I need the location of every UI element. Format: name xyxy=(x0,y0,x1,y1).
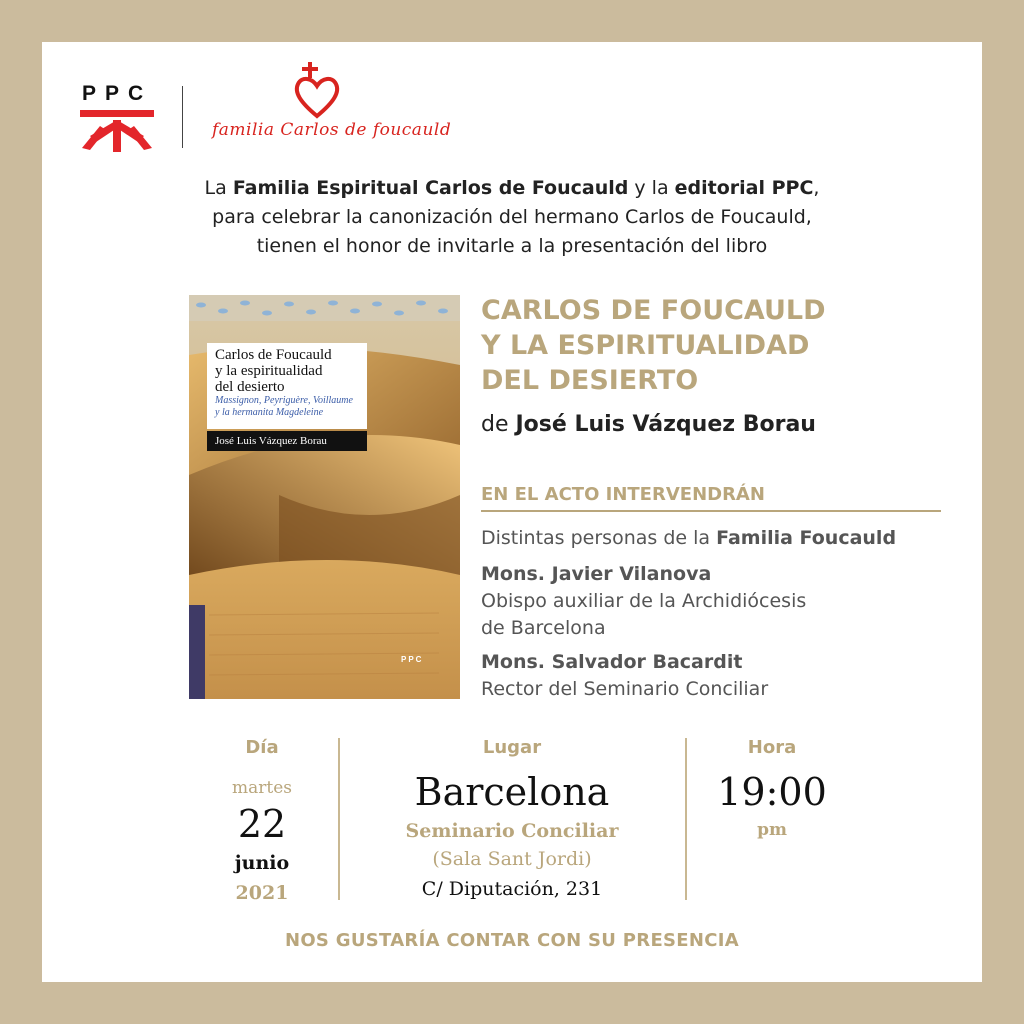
event-time: 19:00 xyxy=(717,770,827,814)
book-author: de José Luis Vázquez Borau xyxy=(481,412,816,437)
event-day: 22 xyxy=(237,802,287,846)
event-year: 2021 xyxy=(235,882,289,904)
speakers-heading: EN EL ACTO INTERVENDRÁN xyxy=(481,484,765,505)
intro-text: La Familia Espiritual Carlos de Foucauld y la editorial PPC, para celebrar la canonización del hermano Carlos de Foucauld, tienen el honor de invitarle a la presentación del libro xyxy=(204,177,820,257)
cover-subtitle: Massignon, Peyriguère, Voillaume y la hermanita Magdeleine xyxy=(215,395,353,418)
event-city: Barcelona xyxy=(414,770,610,814)
logo-divider xyxy=(182,86,183,148)
cover-title-box xyxy=(207,343,367,429)
column-divider-right xyxy=(685,738,687,900)
footer-text: NOS GUSTARÍA CONTAR CON SU PRESENCIA xyxy=(284,930,740,951)
invitation-card xyxy=(42,42,982,982)
lugar-label: Lugar xyxy=(482,737,542,758)
event-venue: Seminario Conciliar xyxy=(405,820,619,842)
event-month: junio xyxy=(234,852,290,874)
heart-cross-icon xyxy=(292,62,342,120)
familia-logo-text: familia Carlos de foucauld xyxy=(212,120,452,140)
cover-title: Carlos de Foucauld y la espiritualidad del desierto xyxy=(215,347,332,395)
event-ampm: pm xyxy=(757,820,787,840)
dia-label: Día xyxy=(245,737,279,758)
event-address: C/ Diputación, 231 xyxy=(421,878,603,900)
cover-strip xyxy=(189,605,205,699)
speakers-divider xyxy=(481,510,941,512)
speaker-familia: Distintas personas de la Familia Foucauld xyxy=(481,527,897,549)
cover-author: José Luis Vázquez Borau xyxy=(207,431,367,451)
speaker-bacardit: Mons. Salvador Bacardit Rector del Seminario Conciliar xyxy=(481,651,769,700)
book-cover xyxy=(189,295,460,699)
event-weekday: martes xyxy=(232,778,292,798)
event-room: (Sala Sant Jordi) xyxy=(432,848,592,870)
speaker-vilanova: Mons. Javier Vilanova Obispo auxiliar de la Archidiócesis de Barcelona xyxy=(481,563,807,639)
cover-publisher: PPC xyxy=(401,655,424,664)
column-divider-left xyxy=(338,738,340,900)
hora-label: Hora xyxy=(747,737,797,758)
ppc-logo-text: PPC xyxy=(82,82,153,105)
ppc-logo-icon xyxy=(80,106,154,152)
book-title: CARLOS DE FOUCAULD Y LA ESPIRITUALIDAD DEL DESIERTO xyxy=(481,295,826,396)
